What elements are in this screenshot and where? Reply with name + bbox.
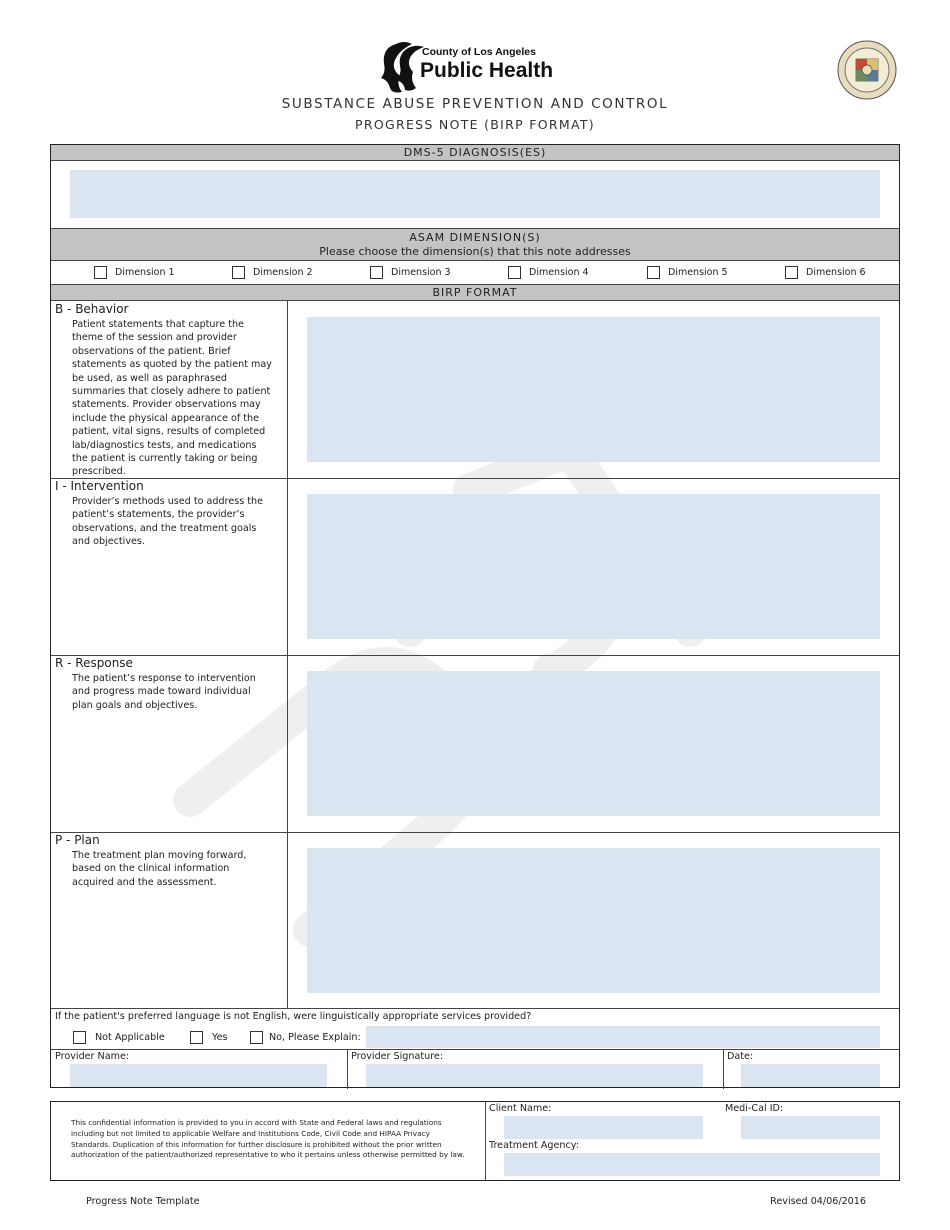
dimension-4[interactable]: Dimension 4 — [508, 265, 589, 279]
asam-heading: ASAM DIMENSION(S) — [409, 231, 541, 244]
diagnosis-input[interactable] — [70, 170, 880, 218]
form-title: SUBSTANCE ABUSE PREVENTION AND CONTROL — [281, 96, 669, 112]
dimension-6[interactable]: Dimension 6 — [785, 265, 866, 279]
behavior-input[interactable] — [307, 317, 880, 462]
plan-input[interactable] — [307, 848, 880, 993]
treatment-agency-label: Treatment Agency: — [489, 1140, 579, 1151]
public-health-logo — [378, 38, 568, 96]
intervention-title: I - Intervention — [55, 479, 144, 493]
intervention-input[interactable] — [307, 494, 880, 639]
confidentiality-notice: This confidential information is provided to you in accord with State and Federal laws and regulations including but not limited to applicable Welfare and Institutions Code, Civil Code and HIPAA Privacy Standards. Duplication of this information for further disclosure is prohibited without the prior written authorization of the patient/authorized representative to who it pertains unless otherwise permitted by law. — [71, 1118, 465, 1160]
birp-heading: BIRP FORMAT — [51, 285, 899, 301]
progress-note-form — [50, 144, 900, 1088]
asam-header — [51, 229, 899, 261]
dimension-2[interactable]: Dimension 2 — [232, 265, 313, 279]
response-title: R - Response — [55, 656, 133, 670]
client-info-box — [50, 1101, 900, 1181]
dimension-3[interactable]: Dimension 3 — [370, 265, 451, 279]
dimension-1[interactable]: Dimension 1 — [94, 265, 175, 279]
option-yes[interactable]: Yes — [190, 1030, 228, 1045]
dimension-1-checkbox[interactable] — [94, 266, 107, 279]
dimension-2-checkbox[interactable] — [232, 266, 245, 279]
form-subtitle: PROGRESS NOTE (BIRP FORMAT) — [355, 117, 595, 132]
medical-id-input[interactable] — [741, 1116, 880, 1139]
logo-line1: County of Los Angeles — [422, 46, 536, 58]
behavior-title: B - Behavior — [55, 302, 129, 316]
footer-template-name: Progress Note Template — [86, 1196, 200, 1207]
no-checkbox[interactable] — [250, 1031, 263, 1044]
provider-signature-input[interactable] — [366, 1064, 703, 1087]
plan-description: The treatment plan moving forward, based on the clinical information acquired and the assessment. — [72, 850, 247, 888]
dimension-5-checkbox[interactable] — [647, 266, 660, 279]
dimension-6-checkbox[interactable] — [785, 266, 798, 279]
diagnosis-heading: DMS-5 DIAGNOSIS(ES) — [51, 145, 899, 161]
provider-signature-label: Provider Signature: — [351, 1051, 444, 1062]
not-applicable-checkbox[interactable] — [73, 1031, 86, 1044]
medical-id-label: Medi-Cal ID: — [725, 1103, 784, 1114]
date-input[interactable] — [741, 1064, 880, 1087]
language-question: If the patient's preferred language is not English, were linguistically appropriate services provided? — [55, 1011, 532, 1022]
footer-revision: Revised 04/06/2016 — [770, 1196, 866, 1207]
provider-name-input[interactable] — [70, 1064, 327, 1087]
dimension-4-checkbox[interactable] — [508, 266, 521, 279]
intervention-description: Provider’s methods used to address the patient’s statements, the provider’s observations, and the treatment goals and objectives. — [72, 496, 263, 548]
logo-line2: Public Health — [420, 59, 554, 82]
dimension-3-checkbox[interactable] — [370, 266, 383, 279]
response-input[interactable] — [307, 671, 880, 816]
treatment-agency-input[interactable] — [504, 1153, 880, 1176]
client-name-label: Client Name: — [489, 1103, 552, 1114]
provider-name-label: Provider Name: — [55, 1051, 130, 1062]
client-name-input[interactable] — [504, 1116, 703, 1139]
county-seal-icon — [836, 40, 898, 100]
asam-instruction: Please choose the dimension(s) that this note addresses — [319, 245, 631, 258]
date-label: Date: — [727, 1051, 754, 1062]
yes-checkbox[interactable] — [190, 1031, 203, 1044]
plan-title: P - Plan — [55, 833, 100, 847]
option-no[interactable]: No, Please Explain: — [250, 1030, 361, 1045]
behavior-description: Patient statements that capture the theme of the session and provider observations of the patient. Brief statements as quoted by the patient may be used, as well as paraphrased summaries that closely adhere to patient statements. Provider observations may include the physical appearance of the patient, vital signs, results of completed lab/diagnostics tests, and medications the patient is currently taking or being prescribed. — [72, 319, 272, 478]
response-description: The patient’s response to intervention and progress made toward individual plan goals and objectives. — [72, 673, 256, 711]
explain-input[interactable] — [366, 1026, 880, 1048]
dimension-5[interactable]: Dimension 5 — [647, 265, 728, 279]
option-not-applicable[interactable]: Not Applicable — [73, 1030, 165, 1045]
